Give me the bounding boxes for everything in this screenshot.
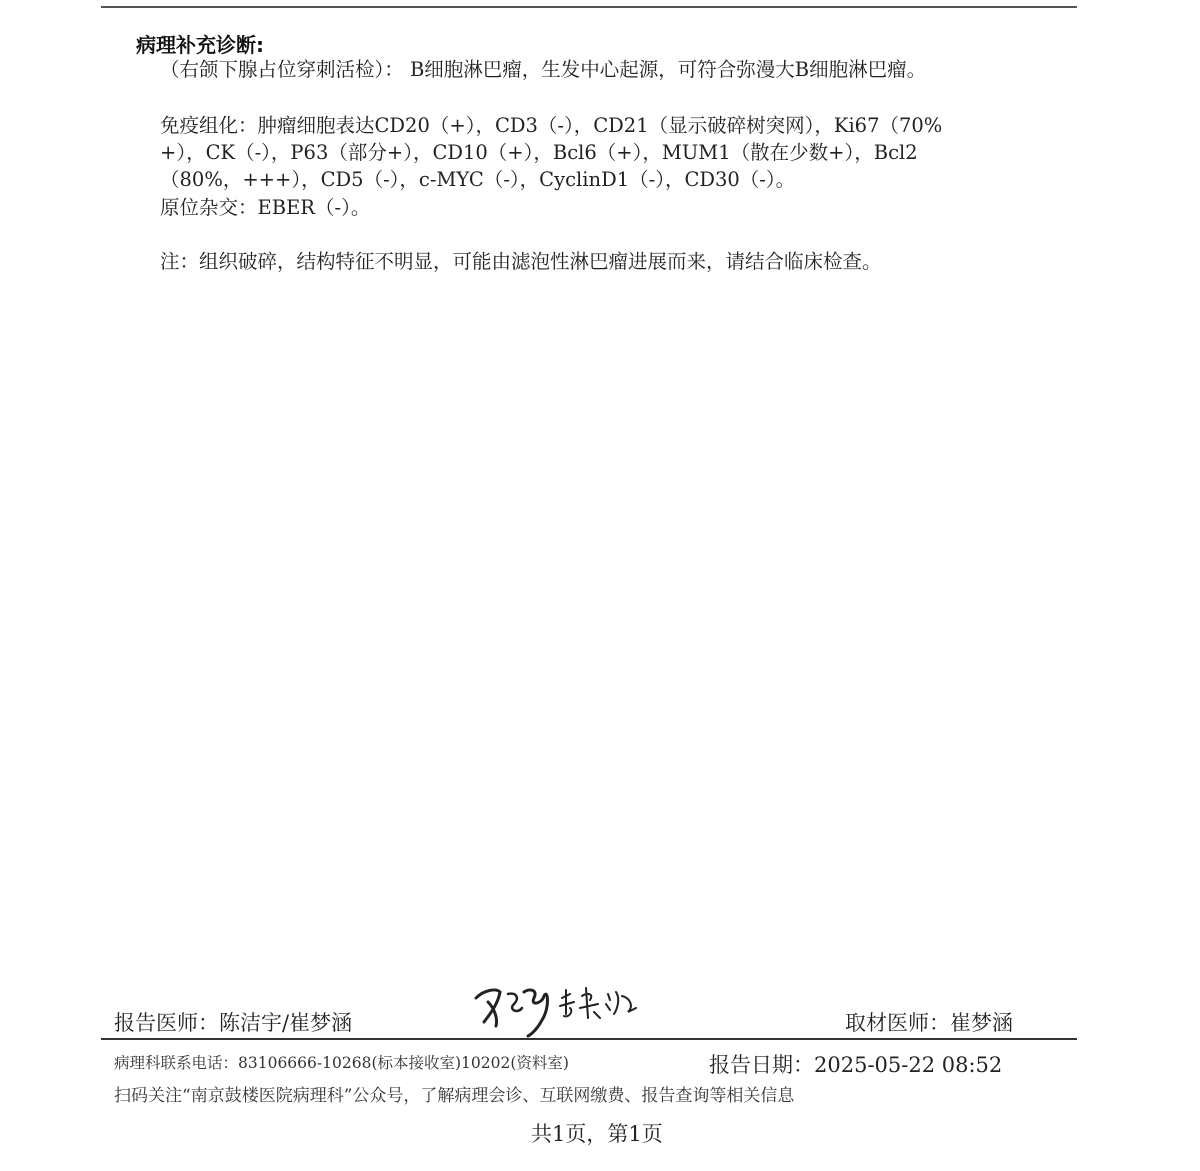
sampling-physician: 取材医师：崔梦涵 xyxy=(845,1011,1013,1035)
wechat-notice: 扫码关注“南京鼓楼医院病理科”公众号，了解病理会诊、互联网缴费、报告查询等相关信息 xyxy=(114,1086,795,1106)
department-contact: 病理科联系电话：83106666-10268(标本接收室)10202(资料室) xyxy=(114,1054,569,1072)
report-date: 报告日期：2025-05-22 08:52 xyxy=(709,1053,1003,1077)
reporting-physician: 报告医师：陈洁宇/崔梦涵 xyxy=(114,1011,353,1035)
handwritten-signature xyxy=(470,978,650,1040)
ihc-line-2: +），CK（-），P63（部分+），CD10（+），Bcl6（+），MUM1（散在少数+），Bcl2 xyxy=(160,141,918,164)
page-number: 共1页，第1页 xyxy=(531,1122,663,1146)
footer-divider xyxy=(101,1038,1077,1040)
in-situ-hybridization-line: 原位杂交：EBER（-）。 xyxy=(160,196,371,219)
top-divider xyxy=(101,6,1077,8)
supplementary-diagnosis-heading: 病理补充诊断: xyxy=(136,33,264,57)
ihc-line-3: （80%，+++），CD5（-），c-MYC（-），CyclinD1（-），CD30（-）。 xyxy=(160,168,796,191)
ihc-line-1: 免疫组化：肿瘤细胞表达CD20（+），CD3（-），CD21（显示破碎树突网），Ki67（70% xyxy=(160,114,943,137)
clinical-note: 注：组织破碎，结构特征不明显，可能由滤泡性淋巴瘤进展而来，请结合临床检查。 xyxy=(160,250,882,273)
biopsy-diagnosis-line: （右颌下腺占位穿刺活检）： B细胞淋巴瘤，生发中心起源，可符合弥漫大B细胞淋巴瘤。 xyxy=(160,58,927,81)
